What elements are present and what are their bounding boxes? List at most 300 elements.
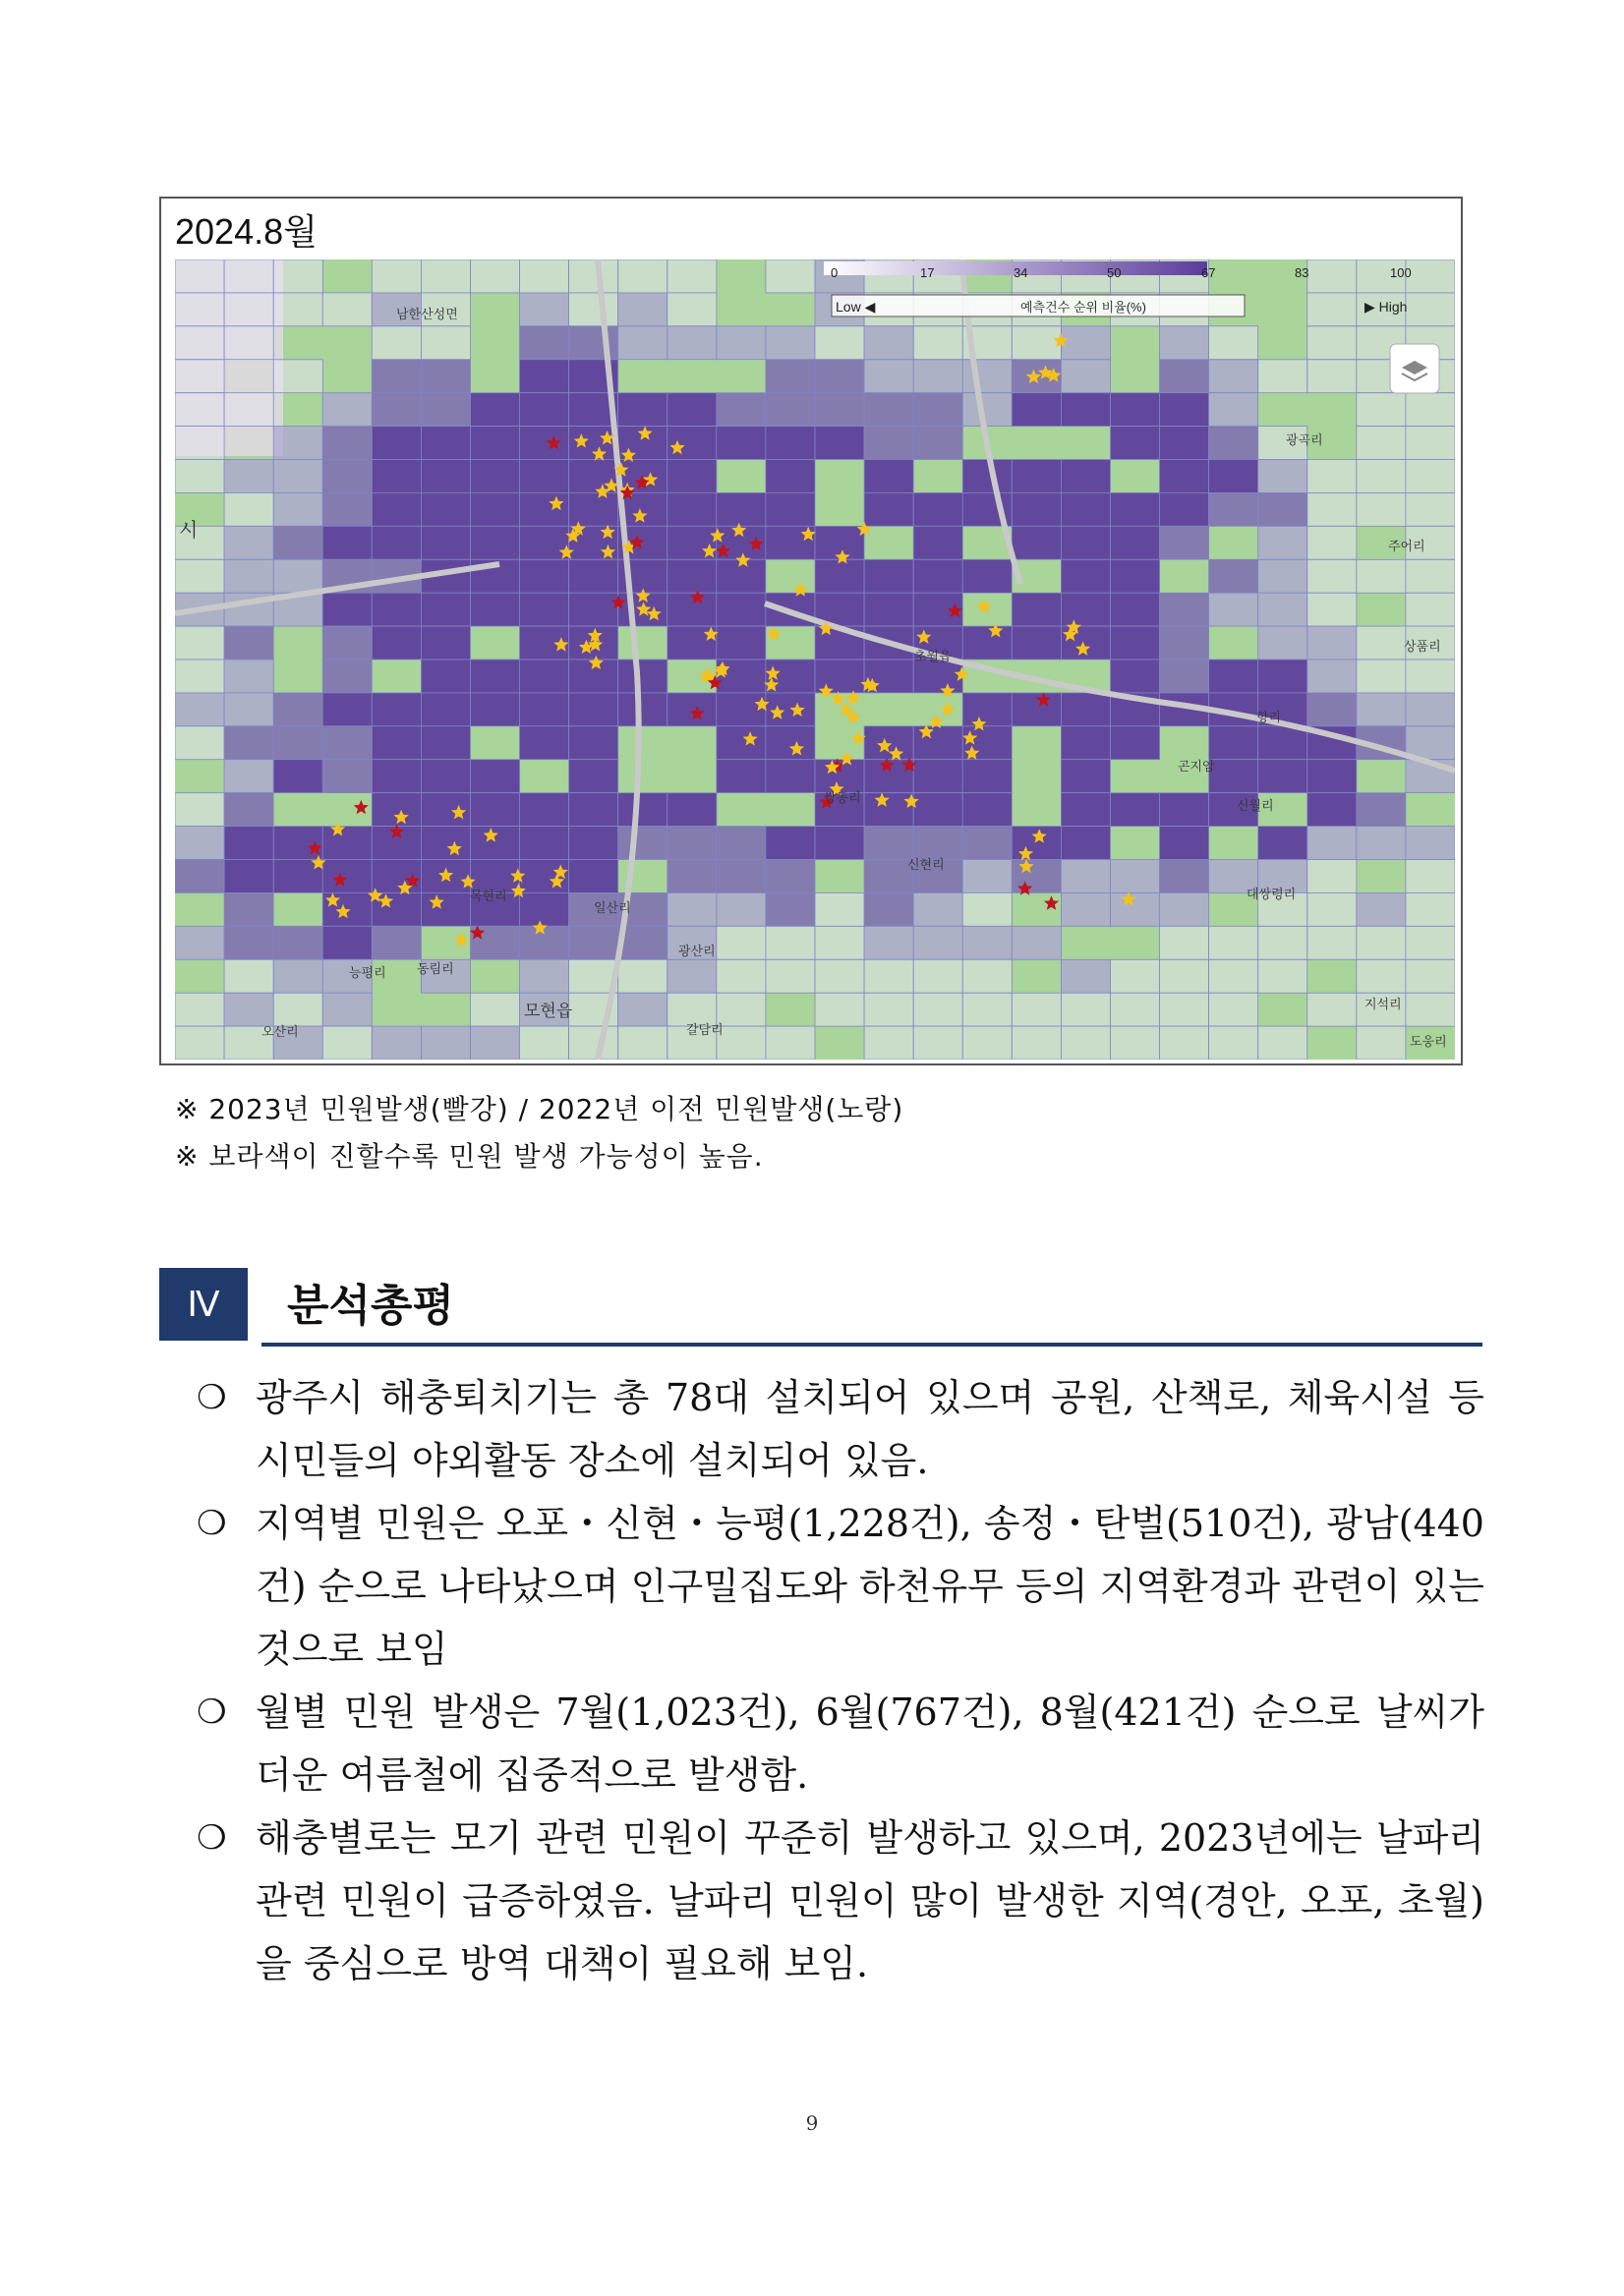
grid-cell (913, 1026, 962, 1060)
layers-button[interactable] (1390, 344, 1439, 393)
grid-cell (520, 827, 569, 860)
grid-cell (1061, 993, 1110, 1026)
bullet-circle-icon: ❍ (197, 1818, 227, 1858)
grid-cell (372, 360, 421, 393)
grid-cell (421, 793, 470, 827)
grid-cell (224, 526, 273, 559)
grid-cell (913, 526, 962, 559)
label-mongnyeon: 목현리 (470, 889, 507, 903)
grid-cell (962, 360, 1012, 393)
grid-cell (667, 793, 717, 827)
grid-cell (1258, 460, 1307, 493)
grid-cell (322, 492, 372, 526)
grid-cell (224, 626, 273, 660)
grid-cell (175, 793, 224, 827)
grid-cell (175, 427, 224, 460)
grid-cell (913, 393, 962, 427)
grid-cell (322, 760, 372, 793)
grid-cell (322, 427, 372, 460)
grid-cell (1160, 892, 1209, 926)
grid-cell (1209, 1026, 1258, 1060)
grid-cell (1160, 593, 1209, 626)
grid-cell (618, 293, 667, 326)
grid-cell (815, 526, 864, 559)
grid-cell (1406, 860, 1455, 893)
grid-cell (1160, 427, 1209, 460)
grid-cell (322, 993, 372, 1026)
grid-cell (569, 860, 618, 893)
grid-cell (717, 926, 766, 959)
grid-cell (1357, 1026, 1406, 1060)
summary-item (197, 1681, 1484, 1807)
grid-cell (175, 926, 224, 959)
grid-cell (766, 760, 815, 793)
label-galdam: 갈담리 (686, 1022, 724, 1037)
grid-cell (1307, 926, 1357, 959)
grid-cell (224, 660, 273, 693)
grid-cell (1406, 593, 1455, 626)
grid-cell (618, 793, 667, 827)
grid-cell (471, 492, 520, 526)
grid-cell (1209, 593, 1258, 626)
map-title: 2024.8월 (175, 211, 318, 252)
grid-cell (1111, 427, 1160, 460)
grid-cell (913, 959, 962, 993)
grid-cell (1258, 959, 1307, 993)
grid-cell (372, 626, 421, 660)
grid-cell (471, 993, 520, 1026)
grid-cell (224, 993, 273, 1026)
grid-cell (766, 492, 815, 526)
grid-cell (667, 593, 717, 626)
label-sangpung: 상품리 (1404, 639, 1441, 654)
note-star-colors: ※ 2023년 민원발생(빨강) / 2022년 이전 민원발생(노랑) (175, 1093, 904, 1125)
label-jisuk: 지석리 (1364, 997, 1402, 1011)
grid-cell (175, 460, 224, 493)
grid-cell (962, 393, 1012, 427)
grid-cell (520, 1026, 569, 1060)
grid-cell (520, 492, 569, 526)
grid-cell (864, 726, 913, 760)
grid-cell (1111, 526, 1160, 559)
summary-text: 광주시 해충퇴치기는 총 78대 설치되어 있으며 공원, 산책로, 체육시설 등 시민들의 야외활동 장소에 설치되어 있음. (256, 1376, 1484, 1482)
summary-item (197, 1366, 1484, 1492)
grid-cell (1209, 559, 1258, 593)
legend-high: ▶ High (1364, 299, 1408, 315)
legend-tick-17: 17 (920, 265, 935, 280)
grid-cell (962, 760, 1012, 793)
grid-cell (1111, 793, 1160, 827)
grid-cell (372, 326, 421, 360)
grid-cell (1357, 959, 1406, 993)
grid-cell (913, 793, 962, 827)
grid-cell (667, 827, 717, 860)
grid-cell (717, 827, 766, 860)
grid-cell (618, 1026, 667, 1060)
summary-text: 월별 민원 발생은 7월(1,023건), 6월(767건), 8월(421건) 순으로 날씨가 더운 여름철에 집중적으로 발생함. (256, 1691, 1484, 1797)
grid-cell (1406, 393, 1455, 427)
grid-cell (520, 526, 569, 559)
grid-cell (569, 259, 618, 293)
grid-cell (864, 793, 913, 827)
grid-cell (1160, 860, 1209, 893)
grid-cell (717, 593, 766, 626)
grid-cell (1357, 460, 1406, 493)
grid-cell (273, 259, 322, 293)
grid-cell (618, 693, 667, 726)
grid-cell (421, 492, 470, 526)
grid-cell (1061, 959, 1110, 993)
grid-cell (1209, 726, 1258, 760)
grid-cell (1111, 660, 1160, 693)
grid-cell (1160, 526, 1209, 559)
grid-cell (1307, 793, 1357, 827)
grid-cell (962, 559, 1012, 593)
grid-cell (569, 559, 618, 593)
grid-cell (1307, 259, 1357, 293)
grid-cell (1258, 660, 1307, 693)
grid-cell (471, 793, 520, 827)
grid-cell (372, 760, 421, 793)
grid-cell (175, 326, 224, 360)
grid-cell (1307, 892, 1357, 926)
grid-cell (273, 726, 322, 760)
map-notes (175, 1086, 903, 1180)
grid-cell (962, 827, 1012, 860)
grid-cell (520, 959, 569, 993)
grid-cell (224, 326, 273, 360)
grid-cell (1209, 660, 1258, 693)
legend-tick-34: 34 (1014, 265, 1028, 280)
grid-cell (520, 559, 569, 593)
grid-cell (1012, 926, 1061, 959)
grid-cell (1357, 660, 1406, 693)
page-number: 9 (805, 2111, 819, 2135)
grid-cell (1406, 259, 1455, 293)
grid-cell (1209, 460, 1258, 493)
grid-cell (569, 326, 618, 360)
grid-cell (421, 660, 470, 693)
grid-cell (471, 526, 520, 559)
grid-cell (569, 693, 618, 726)
grid-cell (717, 860, 766, 893)
grid-cell (1111, 726, 1160, 760)
grid-cell (224, 460, 273, 493)
grid-cell (1061, 726, 1110, 760)
grid-cell (1357, 827, 1406, 860)
grid-cell (175, 726, 224, 760)
grid-cell (1012, 526, 1061, 559)
grid-cell (175, 259, 224, 293)
grid-cell (1406, 492, 1455, 526)
grid-cell (520, 360, 569, 393)
grid-cell (273, 760, 322, 793)
grid-cell (1307, 827, 1357, 860)
grid-cell (962, 793, 1012, 827)
label-doung: 도웅리 (1410, 1034, 1447, 1049)
label-si: 시 (179, 520, 199, 542)
grid-cell (1406, 660, 1455, 693)
grid-cell (1406, 926, 1455, 959)
grid-cell (717, 492, 766, 526)
grid-cell (372, 926, 421, 959)
grid-cell (224, 693, 273, 726)
grid-cell (1209, 492, 1258, 526)
grid-cell (962, 460, 1012, 493)
grid-cell (1209, 993, 1258, 1026)
grid-cell (322, 526, 372, 559)
grid-cell (667, 860, 717, 893)
grid-cell (1160, 1026, 1209, 1060)
legend-tick-67: 67 (1201, 265, 1216, 280)
grid-cell (1357, 793, 1406, 827)
label-gonjiam: 곤지암 (1178, 759, 1215, 774)
grid-cell (224, 760, 273, 793)
grid-cell (1061, 492, 1110, 526)
grid-cell (569, 726, 618, 760)
grid-cell (864, 559, 913, 593)
grid-cell (175, 860, 224, 893)
grid-cell (1307, 593, 1357, 626)
grid-cell (864, 993, 913, 1026)
label-neungpyeong: 능평리 (349, 965, 386, 980)
label-chowol: 초월읍 (914, 649, 952, 663)
grid-cell (273, 492, 322, 526)
grid-cell (815, 427, 864, 460)
grid-cell (1307, 860, 1357, 893)
label-ilsanri: 일산리 (594, 900, 631, 915)
grid-cell (717, 892, 766, 926)
grid-cell (471, 259, 520, 293)
grid-cell (520, 892, 569, 926)
grid-cell (1160, 993, 1209, 1026)
grid-cell (1012, 326, 1061, 360)
grid-cell (1357, 492, 1406, 526)
grid-cell (1406, 892, 1455, 926)
grid-cell (766, 326, 815, 360)
grid-cell (372, 259, 421, 293)
grid-cell (1357, 626, 1406, 660)
grid-cell (864, 492, 913, 526)
grid-cell (1406, 993, 1455, 1026)
grid-cell (962, 860, 1012, 893)
grid-cell (569, 293, 618, 326)
grid-cell (1160, 492, 1209, 526)
grid-cell (1209, 360, 1258, 393)
grid-cell (372, 526, 421, 559)
grid-cell (667, 460, 717, 493)
grid-cell (520, 593, 569, 626)
grid-cell (717, 427, 766, 460)
grid-cell (1307, 460, 1357, 493)
grid-cell (1111, 492, 1160, 526)
grid-cell (322, 1026, 372, 1060)
grid-cell (569, 1026, 618, 1060)
grid-cell (1307, 326, 1357, 360)
grid-cell (864, 393, 913, 427)
grid-cell (815, 393, 864, 427)
grid-cell (322, 926, 372, 959)
grid-cell (913, 760, 962, 793)
grid-cell (520, 660, 569, 693)
grid-cell (322, 293, 372, 326)
grid-cell (1061, 892, 1110, 926)
grid-cell (224, 492, 273, 526)
grid-cell (1406, 693, 1455, 726)
grid-cell (1061, 827, 1110, 860)
grid-cell (273, 559, 322, 593)
grid-cell (569, 760, 618, 793)
grid-cell (421, 626, 470, 660)
grid-cell (224, 959, 273, 993)
grid-cell (1061, 460, 1110, 493)
grid-cell (175, 827, 224, 860)
grid-cell (913, 492, 962, 526)
grid-cell (1406, 460, 1455, 493)
grid-cell (520, 693, 569, 726)
grid-cell (1012, 993, 1061, 1026)
grid-cell (815, 660, 864, 693)
grid-cell (372, 393, 421, 427)
grid-cell (1307, 526, 1357, 559)
grid-cell (224, 726, 273, 760)
grid-cell (766, 726, 815, 760)
grid-cell (322, 626, 372, 660)
grid-cell (273, 360, 322, 393)
grid-cell (667, 892, 717, 926)
label-moheon: 모현읍 (524, 1002, 573, 1020)
grid-cell (1061, 559, 1110, 593)
grid-cell (1307, 360, 1357, 393)
grid-cell (322, 693, 372, 726)
grid-cell (273, 293, 322, 326)
summary-item (197, 1492, 1484, 1681)
grid-cell (1209, 926, 1258, 959)
grid-cell (421, 593, 470, 626)
grid-cell (372, 726, 421, 760)
grid-cell (471, 827, 520, 860)
grid-cell (372, 427, 421, 460)
grid-cell (717, 1026, 766, 1060)
complaint-risk-map (175, 259, 1455, 1060)
label-gwangsanri: 광산리 (678, 944, 716, 958)
grid-cell (667, 559, 717, 593)
grid-cell (1258, 827, 1307, 860)
grid-cell (1258, 626, 1307, 660)
grid-cell (175, 559, 224, 593)
grid-cell (1357, 393, 1406, 427)
grid-cell (1160, 926, 1209, 959)
grid-cell (372, 793, 421, 827)
grid-cell (273, 693, 322, 726)
grid-cell (766, 259, 815, 293)
grid-cell (962, 892, 1012, 926)
grid-cell (1160, 360, 1209, 393)
grid-cell (864, 460, 913, 493)
grid-cell (224, 860, 273, 893)
grid-cell (569, 593, 618, 626)
grid-cell (618, 827, 667, 860)
grid-cell (766, 827, 815, 860)
grid-cell (421, 326, 470, 360)
grid-cell (1307, 559, 1357, 593)
grid-cell (962, 959, 1012, 993)
grid-cell (1406, 427, 1455, 460)
grid-cell (815, 559, 864, 593)
bullet-circle-icon: ❍ (197, 1378, 227, 1417)
grid-cell (322, 860, 372, 893)
grid-cell (1061, 793, 1110, 827)
grid-cell (1012, 393, 1061, 427)
grid-cell (1061, 860, 1110, 893)
grid-cell (175, 360, 224, 393)
legend-caption: 예측건수 순위 비율(%) (1020, 300, 1146, 315)
grid-cell (322, 726, 372, 760)
grid-cell (520, 460, 569, 493)
grid-cell (667, 993, 717, 1026)
grid-cell (962, 1026, 1012, 1060)
grid-cell (1258, 360, 1307, 393)
grid-cell (1258, 492, 1307, 526)
grid-cell (273, 926, 322, 959)
grid-cell (913, 993, 962, 1026)
grid-cell (1209, 760, 1258, 793)
grid-cell (864, 926, 913, 959)
grid-cell (175, 660, 224, 693)
grid-cell (1061, 693, 1110, 726)
grid-cell (372, 693, 421, 726)
grid-cell (1258, 726, 1307, 760)
bullet-circle-icon: ❍ (197, 1693, 227, 1732)
grid-cell (372, 593, 421, 626)
grid-cell (913, 892, 962, 926)
grid-cell (1061, 593, 1110, 626)
grid-cell (962, 993, 1012, 1026)
grid-cell (1111, 1026, 1160, 1060)
grid-cell (1406, 827, 1455, 860)
grid-cell (667, 693, 717, 726)
legend-tick-50: 50 (1107, 265, 1122, 280)
grid-cell (667, 259, 717, 293)
grid-cell (913, 559, 962, 593)
grid-cell (717, 993, 766, 1026)
grid-cell (421, 726, 470, 760)
grid-cell (717, 393, 766, 427)
grid-cell (421, 526, 470, 559)
grid-cell (520, 259, 569, 293)
grid-cell (273, 526, 322, 559)
grid-cell (1258, 559, 1307, 593)
grid-cell (864, 1026, 913, 1060)
grid-cell (471, 1026, 520, 1060)
label-jinhyeon: 신현리 (907, 857, 945, 872)
grid-cell (421, 393, 470, 427)
grid-cell (372, 460, 421, 493)
grid-cell (1406, 559, 1455, 593)
grid-cell (717, 760, 766, 793)
grid-cell (224, 259, 273, 293)
grid-cell (913, 926, 962, 959)
grid-cell (1061, 760, 1110, 793)
grid-cell (1258, 926, 1307, 959)
grid-cell (1209, 427, 1258, 460)
grid-cell (1012, 827, 1061, 860)
grid-cell (471, 760, 520, 793)
grid-cell (766, 1026, 815, 1060)
grid-cell (766, 460, 815, 493)
grid-cell (717, 959, 766, 993)
grid-cell (175, 1026, 224, 1060)
